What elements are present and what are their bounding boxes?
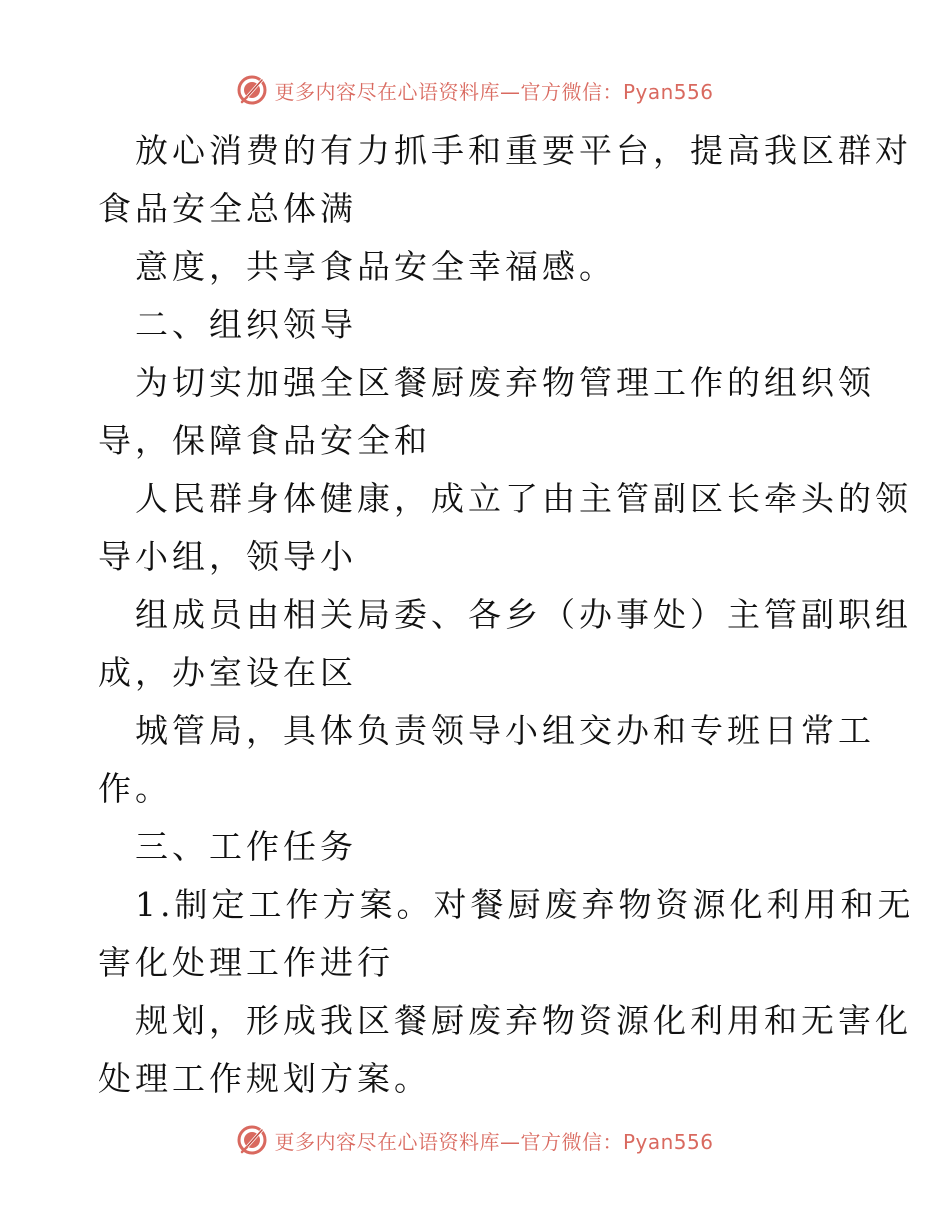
- text-line: 食品安全总体满: [98, 189, 357, 228]
- text-line: 作。: [98, 769, 172, 808]
- text-line: 害化处理工作进行: [98, 943, 394, 982]
- text-line: 规划，形成我区餐厨废弃物资源化利用和无害化: [135, 1001, 912, 1040]
- text-line: 处理工作规划方案。: [98, 1059, 431, 1098]
- text-line: 导，保障食品安全和: [98, 421, 431, 460]
- text-line: 成，办室设在区: [98, 653, 357, 692]
- text-line: 组成员由相关局委、各乡（办事处）主管副职组: [135, 595, 912, 634]
- pen-seal-icon: [236, 1124, 268, 1156]
- text-line: 人民群身体健康，成立了由主管副区长牵头的领: [135, 479, 912, 518]
- text-line: 导小组，领导小: [98, 537, 357, 576]
- header-banner-text: 更多内容尽在心语资料库—官方微信：Pyan556: [274, 79, 714, 104]
- text-line: 放心消费的有力抓手和重要平台，提高我区群对: [135, 131, 912, 170]
- text-line: 为切实加强全区餐厨废弃物管理工作的组织领: [135, 363, 875, 402]
- text-line: 城管局，具体负责领导小组交办和专班日常工: [135, 711, 875, 750]
- section-heading: 三、工作任务: [135, 827, 357, 866]
- footer-banner-text: 更多内容尽在心语资料库—官方微信：Pyan556: [274, 1129, 714, 1154]
- footer-banner: [0, 1120, 950, 1160]
- text-line: 1.制定工作方案。对餐厨废弃物资源化利用和无: [135, 885, 915, 924]
- document-body: [98, 122, 915, 1108]
- section-heading: 二、组织领导: [135, 305, 357, 344]
- text-line: 意度，共享食品安全幸福感。: [135, 247, 616, 286]
- pen-seal-icon: [236, 74, 268, 106]
- header-banner: [0, 70, 950, 110]
